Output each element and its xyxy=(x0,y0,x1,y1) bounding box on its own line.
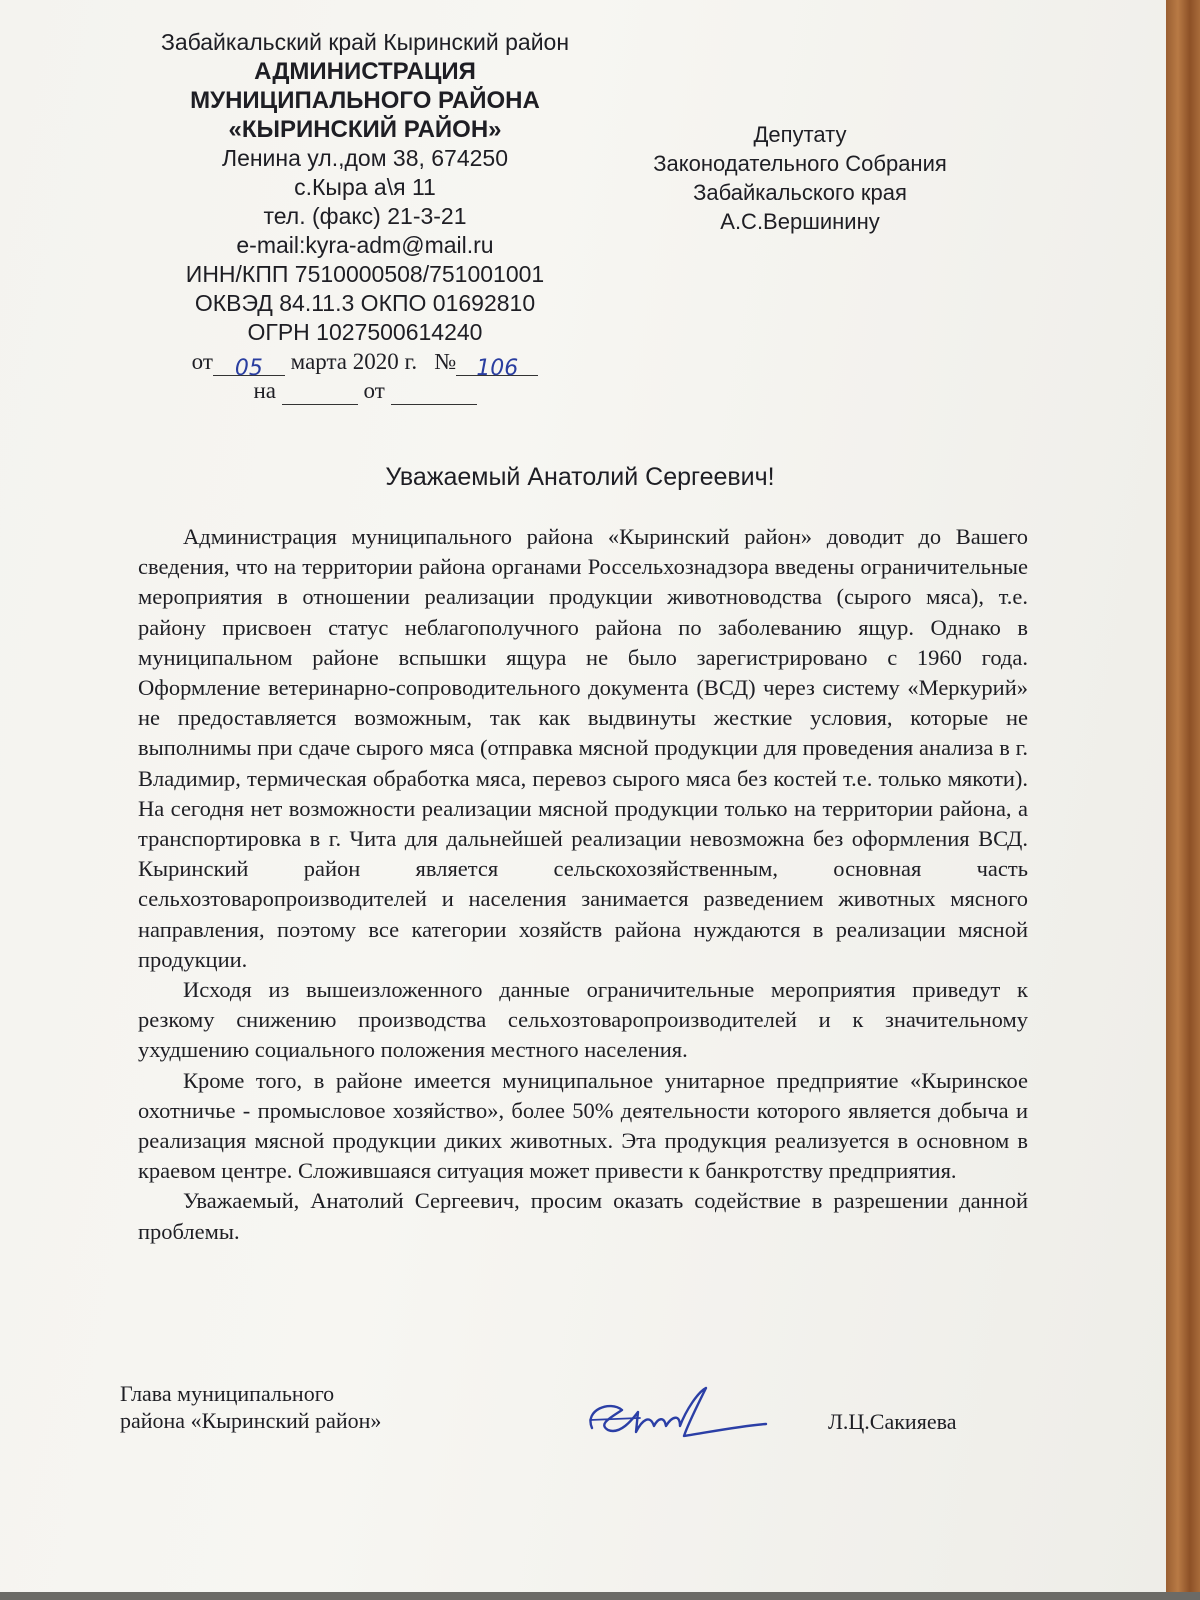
ref-from-label: от xyxy=(363,378,385,403)
date-number-line xyxy=(130,347,600,381)
number-handwritten: 106 xyxy=(476,356,519,381)
signatory-title xyxy=(120,1380,381,1434)
okved-line: ОКВЭД 84.11.3 ОКПО 01692810 xyxy=(194,290,536,316)
body-paragraph-1: Администрация муниципального района «Кыринский район» доводит до Вашего сведения, что на территории района органами Россельхознадзора введены ограничительные мероприятия в отношении реализации продукции животноводства (сырого мяса), т.е. району присвоен статус неблагополучного района по заболеванию ящур. Однако в муниципальном районе вспышки ящура не было зарегистрировано с 1960 года. Оформление ветеринарно-сопроводительного документа (ВСД) через систему «Меркурий» не предоставляется возможным, так как выдвинуты жесткие условия, которые не выполнимы при сдаче сырого мяса (отправка мясной продукции для проведения анализа в г. Владимир, термическая обработка мяса, перевоз сырого мяса без костей т.е. только мякоти). На сегодня нет возможности реализации мясной продукции только на территории района, а транспортировка в г. Чита для дальнейшей реализации невозможна без оформления ВСД. Кыринский район является сельскохозяйственным, основная часть сельхозтоваропроизводителей и населения занимается разведением животных мясного направления, поэтому все категории хозяйств района нуждаются в реализации мясной продукции. xyxy=(138,524,1028,972)
body-paragraph-2: Исходя из вышеизложенного данные ограничительные мероприятия приведут к резкому снижению производства сельхозтоваропроизводителей и к значительному ухудшению социального положения местного населения. xyxy=(138,977,1028,1063)
date-month-year: марта 2020 г. xyxy=(290,349,418,374)
reference-line xyxy=(130,376,600,405)
ref-date-field xyxy=(391,382,477,405)
signatory-title-line2: района «Кыринский район» xyxy=(120,1408,382,1433)
sender-header xyxy=(130,28,600,405)
phone-line: тел. (факс) 21-3-21 xyxy=(263,203,467,229)
org-name-line3: «КЫРИНСКИЙ РАЙОН» xyxy=(228,116,502,143)
number-label: № xyxy=(434,349,457,374)
recipient-line4: А.С.Вершинину xyxy=(720,209,880,234)
signatory-title-line1: Глава муниципального xyxy=(120,1381,335,1406)
org-name-line2: МУНИЦИПАЛЬНОГО РАЙОНА xyxy=(190,87,540,114)
recipient-block xyxy=(640,120,960,236)
address-line1: Ленина ул.,дом 38, 674250 xyxy=(221,145,509,171)
address-line2: с.Кыра а\я 11 xyxy=(294,174,436,200)
recipient-line3: Забайкальского края xyxy=(693,180,907,205)
wooden-table-edge xyxy=(1166,0,1200,1600)
handwritten-signature xyxy=(580,1380,770,1450)
date-day-field xyxy=(213,353,285,381)
recipient-line1: Депутату xyxy=(753,122,847,147)
number-field xyxy=(456,353,538,381)
recipient-line2: Законодательного Собрания xyxy=(653,151,947,176)
email-line: e-mail:kyra-adm@mail.ru xyxy=(236,232,494,258)
region-line: Забайкальский край Кыринский район xyxy=(160,29,570,55)
signature-block xyxy=(120,1380,1020,1460)
org-name-line1: АДМИНИСТРАЦИЯ xyxy=(254,58,476,85)
letter-body xyxy=(138,522,1028,1247)
signatory-name: Л.Ц.Сакияева xyxy=(828,1409,957,1434)
body-paragraph-4: Уважаемый, Анатолий Сергеевич, просим оказать содействие в разрешении данной проблемы. xyxy=(138,1188,1028,1244)
ogrn-line: ОГРН 1027500614240 xyxy=(247,319,483,345)
body-paragraph-3: Кроме того, в районе имеется муниципальное унитарное предприятие «Кыринское охотничье - промысловое хозяйство», более 50% деятельности которого является добыча и реализация мясной продукции диких животных. Эта продукция реализуется в основном в краевом центре. Сложившаяся ситуация может привести к банкротству предприятия. xyxy=(138,1067,1028,1184)
date-day-handwritten: 05 xyxy=(234,356,263,381)
ref-on-label: на xyxy=(253,378,277,403)
table-bottom-edge xyxy=(0,1592,1200,1600)
date-prefix: от xyxy=(191,349,213,374)
salutation: Уважаемый Анатолий Сергеевич! xyxy=(385,463,775,491)
inn-line: ИНН/КПП 7510000508/751001001 xyxy=(185,261,545,287)
ref-number-field xyxy=(282,382,358,405)
